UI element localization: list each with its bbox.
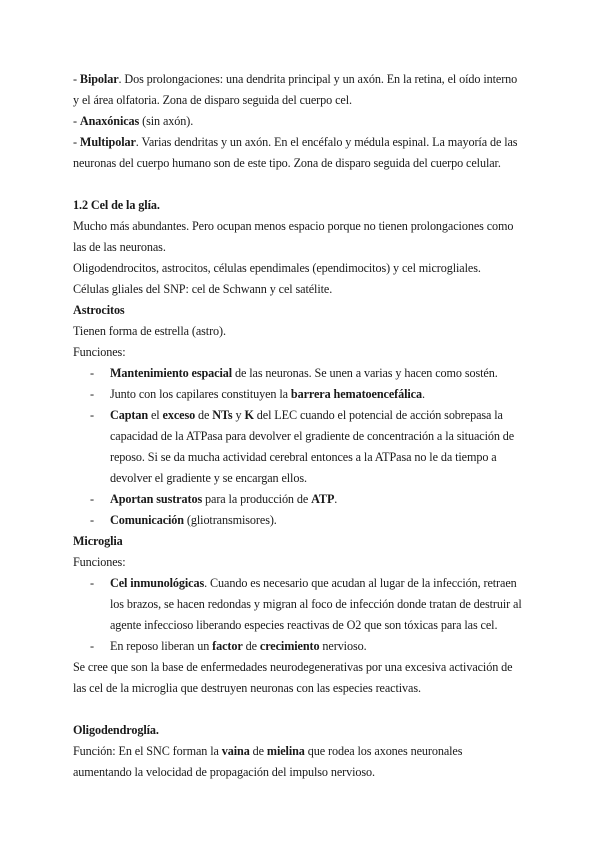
- astrocitos-funciones-label: Funciones:: [73, 345, 126, 359]
- multipolar-line-1: - Multipolar. Varias dendritas y un axón. En el encéfalo y médula espinal. La mayoría de las: [73, 135, 518, 149]
- microglia-note-line-2: las cel de la microglia que destruyen neuronas con las especies reactivas.: [73, 681, 421, 695]
- bipolar-term: Bipolar: [79, 72, 119, 86]
- glia-intro-line-2: las de las neuronas.: [73, 240, 166, 254]
- anaxonicas-term: Anaxónicas: [79, 114, 140, 128]
- oligodendroglia-heading: Oligodendroglía.: [73, 723, 159, 737]
- list-item: - Captan el exceso de NTs y K del LEC cuando el potencial de acción sobrepasa la capacidad de la ATPasa para devolver el gradiente de concentración a la situación de reposo. Si se da mucha actividad cerebral entonces a la ATPasa no le da tiempo a devolver el gradiente y se encargan ellos.: [90, 408, 515, 485]
- multipolar-line-2: neuronas del cuerpo humano son de este tipo. Zona de disparo seguida del cuerpo celular.: [73, 156, 501, 170]
- list-item: - Junto con los capilares constituyen la barrera hematoencefálica.: [90, 387, 425, 401]
- multipolar-term: Multipolar: [79, 135, 136, 149]
- anaxonicas-line: - Anaxónicas (sin axón).: [73, 114, 194, 128]
- microglia-funciones-label: Funciones:: [73, 555, 126, 569]
- oligodendroglia-line-1: Función: En el SNC forman la vaina de mielina que rodea los axones neuronales: [73, 744, 463, 758]
- astrocitos-heading: Astrocitos: [73, 303, 125, 317]
- glia-intro-line-1: Mucho más abundantes. Pero ocupan menos espacio porque no tienen prolongaciones como: [73, 219, 514, 233]
- oligodendroglia-line-2: aumentando la velocidad de propagación del impulso nervioso.: [73, 765, 375, 779]
- glia-types-snc: Oligodendrocitos, astrocitos, células ependimales (ependimocitos) y cel microgliales.: [73, 261, 481, 275]
- spacer: [73, 174, 527, 195]
- list-item: - Mantenimiento espacial de las neuronas. Se unen a varias y hacen como sostén.: [90, 366, 498, 380]
- spacer: [73, 699, 527, 720]
- glia-heading: 1.2 Cel de la glía.: [73, 198, 160, 212]
- page-content: [73, 69, 527, 783]
- microglia-heading: Microglia: [73, 534, 123, 548]
- list-item: - En reposo liberan un factor de crecimiento nervioso.: [90, 639, 367, 653]
- microglia-note-line-1: Se cree que son la base de enfermedades neurodegenerativas por una excesiva activación de: [73, 660, 513, 674]
- glia-types-snp: Células gliales del SNP: cel de Schwann y cel satélite.: [73, 282, 333, 296]
- list-item: - Comunicación (gliotransmisores).: [90, 513, 277, 527]
- astrocitos-description: Tienen forma de estrella (astro).: [73, 324, 226, 338]
- list-item: - Cel inmunológicas. Cuando es necesario que acudan al lugar de la infección, retraen los brazos, se hacen redondas y migran al foco de infección donde tratan de destruir al agente infeccioso liberando especies reactivas de O2 que son tóxicas para las cel.: [90, 576, 522, 632]
- bipolar-line-1: - Bipolar. Dos prolongaciones: una dendrita principal y un axón. En la retina, el oído interno: [73, 72, 518, 86]
- list-item: - Aportan sustratos para la producción de ATP.: [90, 492, 338, 506]
- bipolar-line-2: y el área olfatoria. Zona de disparo seguida del cuerpo cel.: [73, 93, 352, 107]
